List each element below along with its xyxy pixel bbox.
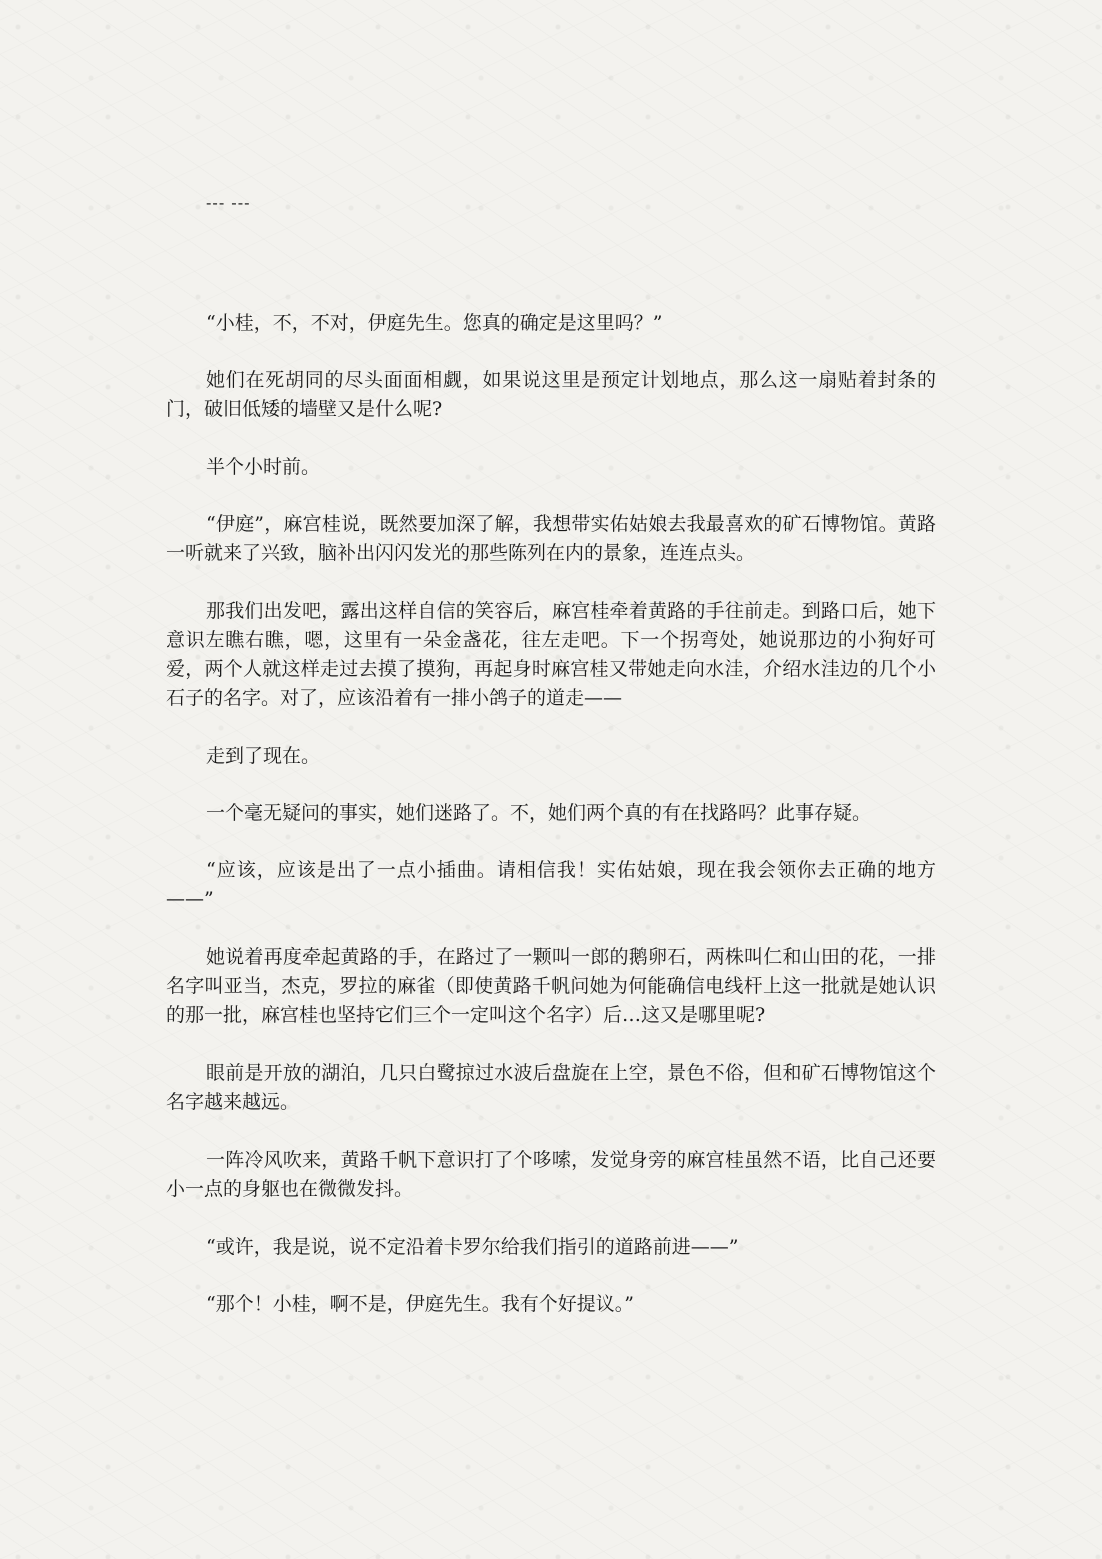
paragraph-5: 那我们出发吧，露出这样自信的笑容后，麻宫桂牵着黄路的手往前走。到路口后，她下意识左瞧右瞧，嗯，这里有一朵金盏花，往左走吧。下一个拐弯处，她说那边的小狗好可爱，两个人就这样走过去摸了摸狗，再起身时麻宫桂又带她走向水洼，介绍水洼边的几个小石子的名字。对了，应该沿着有一排小鸽子的道走——: [166, 600, 936, 709]
paragraph-7: 一个毫无疑问的事实，她们迷路了。不，她们两个真的有在找路吗？此事存疑。: [206, 802, 872, 824]
paragraph-3: 半个小时前。: [206, 456, 321, 478]
paragraph-8: “应该，应该是出了一点小插曲。请相信我！实佑姑娘，现在我会领你去正确的地方——”: [166, 859, 936, 910]
paragraph-12: “或许，我是说，说不定沿着卡罗尔给我们指引的道路前进——”: [206, 1236, 739, 1258]
paragraph-4: “伊庭”，麻宫桂说，既然要加深了解，我想带实佑姑娘去我最喜欢的矿石博物馆。黄路一听就来了兴致，脑补出闪闪发光的那些陈列在内的景象，连连点头。: [166, 513, 936, 564]
paragraph-9: 她说着再度牵起黄路的手，在路过了一颗叫一郎的鹅卵石，两株叫仁和山田的花，一排名字叫亚当，杰克，罗拉的麻雀（即使黄路千帆问她为何能确信电线杆上这一批就是她认识的那一批，麻宫桂也坚持它们三个一定叫这个名字）后…这又是哪里呢?: [166, 946, 936, 1026]
section-separator: --- ---: [206, 193, 251, 212]
paragraph-2: 她们在死胡同的尽头面面相觑，如果说这里是预定计划地点，那么这一扇贴着封条的门，破旧低矮的墙壁又是什么呢?: [166, 369, 936, 420]
paragraph-10: 眼前是开放的湖泊，几只白鹭掠过水波后盘旋在上空，景色不俗，但和矿石博物馆这个名字越来越远。: [166, 1062, 936, 1113]
paragraph-11: 一阵冷风吹来，黄路千帆下意识打了个哆嗦，发觉身旁的麻宫桂虽然不语，比自己还要小一点的身躯也在微微发抖。: [166, 1149, 936, 1200]
paragraph-6: 走到了现在。: [206, 745, 321, 767]
paragraph-13: “那个！小桂，啊不是，伊庭先生。我有个好提议。”: [206, 1293, 634, 1315]
paragraph-1: “小桂，不，不对，伊庭先生。您真的确定是这里吗？”: [206, 312, 663, 334]
